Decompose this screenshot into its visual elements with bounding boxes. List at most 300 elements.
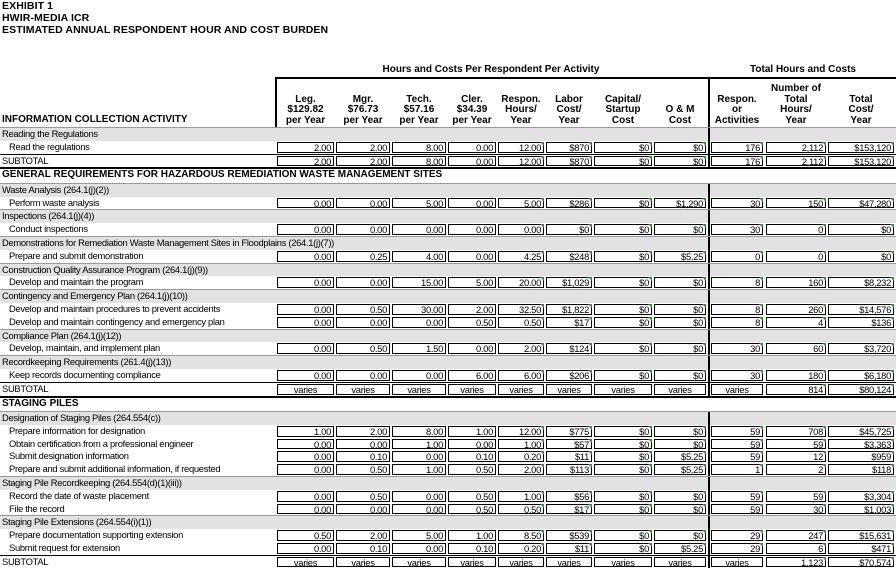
table-cell[interactable]: 0.00 [392,224,446,235]
totals-separator [708,250,710,263]
table-cell[interactable]: varies [654,384,706,395]
column-header-line: $57.16 [403,104,435,115]
row-label: SUBTOTAL [2,555,49,567]
table-row [0,490,896,503]
table-cell[interactable]: 8.00 [392,142,446,153]
table-cell[interactable]: $0 [654,530,706,541]
table-cell[interactable]: 0.10 [336,543,390,554]
table-cell[interactable]: 2,112 [766,156,826,167]
table-cell[interactable]: 0.50 [448,317,496,328]
table-cell[interactable]: varies [498,384,544,395]
column-header-line: Tech. [406,93,432,105]
table-row [0,197,896,210]
table-cell[interactable]: 1.00 [448,530,496,541]
totals-separator [708,330,710,343]
table-cell[interactable]: $539 [546,530,592,541]
table-cell[interactable]: $471 [828,543,894,554]
table-cell[interactable]: 59 [711,426,763,437]
table-cell[interactable]: 6.00 [448,370,496,381]
table-cell[interactable]: 708 [766,426,826,437]
table-cell[interactable]: $1,029 [546,277,592,288]
table-cell[interactable]: varies [336,384,390,395]
table-cell[interactable]: $0 [654,142,706,153]
table-cell[interactable]: 6.00 [498,370,544,381]
table-cell[interactable]: 0.25 [336,251,390,262]
column-header [546,95,592,127]
table-cell[interactable]: 5.00 [392,198,446,209]
table-cell[interactable]: 0.00 [448,251,496,262]
table-cell[interactable]: 4.00 [392,251,446,262]
table-cell[interactable]: $153,120 [828,142,894,153]
table-cell[interactable]: $47,280 [828,198,894,209]
table-cell[interactable]: 1.00 [277,426,334,437]
table-cell[interactable]: 0.00 [277,251,334,262]
table-cell[interactable]: 2.00 [277,142,334,153]
table-cell[interactable]: varies [654,557,706,568]
table-cell[interactable]: 30 [711,343,763,354]
table-cell[interactable]: 5.00 [392,530,446,541]
table-cell[interactable]: $286 [546,198,592,209]
table-cell[interactable]: 180 [766,370,826,381]
table-cell[interactable]: $124 [546,343,592,354]
row-label: Submit designation information [9,450,129,462]
table-cell[interactable]: $0 [594,504,652,515]
totals-separator [708,342,710,355]
column-header-line: or [732,104,742,115]
table-cell[interactable]: 0.00 [277,543,334,554]
table-cell[interactable]: 0.50 [336,464,390,475]
table-cell[interactable]: varies [546,557,592,568]
table-cell[interactable]: 0.00 [277,304,334,315]
table-cell[interactable]: 150 [766,198,826,209]
table-cell[interactable]: $0 [594,491,652,502]
table-cell[interactable]: 8 [711,304,763,315]
icr-title: HWIR-MEDIA ICR [2,12,90,24]
table-cell[interactable]: 0.00 [277,224,334,235]
table-cell[interactable]: 0.00 [277,198,334,209]
table-cell[interactable]: $0 [594,343,652,354]
table-cell[interactable]: varies [498,557,544,568]
table-cell[interactable]: $80,124 [828,384,894,395]
table-cell[interactable]: 59 [711,451,763,462]
table-cell[interactable]: 0.00 [336,277,390,288]
table-cell[interactable]: 0.00 [392,491,446,502]
table-cell[interactable]: 1.50 [392,343,446,354]
major-section-row [0,167,896,182]
table-cell[interactable]: 814 [766,384,826,395]
table-cell[interactable]: 30 [711,370,763,381]
table-cell[interactable]: 0.00 [277,343,334,354]
table-cell[interactable]: 8.50 [498,530,544,541]
table-cell[interactable]: $0 [594,426,652,437]
section-row [0,329,896,343]
table-cell[interactable]: 59 [711,491,763,502]
table-cell[interactable]: 15.00 [392,277,446,288]
table-cell[interactable]: $57 [546,439,592,450]
section-row [0,183,896,197]
table-cell[interactable]: $70,574 [828,557,894,568]
table-cell[interactable]: $3,720 [828,343,894,354]
table-cell[interactable]: 0.50 [448,491,496,502]
table-cell[interactable]: $56 [546,491,592,502]
table-cell[interactable]: 2.00 [336,156,390,167]
table-cell[interactable]: 2.00 [498,343,544,354]
table-cell[interactable]: 6 [766,543,826,554]
table-cell[interactable]: 59 [711,504,763,515]
table-cell[interactable]: 0.00 [448,198,496,209]
row-label: Prepare and submit additional information, if requested [9,463,221,475]
totals-separator [708,316,710,329]
table-cell[interactable]: 260 [766,304,826,315]
table-cell[interactable]: 12 [766,451,826,462]
table-cell[interactable]: 0.00 [336,198,390,209]
table-cell[interactable]: 8.00 [392,156,446,167]
table-cell[interactable]: 0.00 [277,277,334,288]
table-cell[interactable]: 2.00 [498,464,544,475]
column-header-line: Hours/ [780,104,812,115]
table-cell[interactable]: varies [546,384,592,395]
table-cell[interactable]: $0 [828,224,894,235]
table-cell[interactable]: $0 [594,304,652,315]
table-cell[interactable]: 1,123 [766,557,826,568]
column-header-line: Cost/ [848,104,874,115]
column-header-line: $34.39 [456,104,488,115]
table-cell[interactable]: 8.00 [392,426,446,437]
table-cell[interactable]: 0.00 [336,224,390,235]
table-cell[interactable]: $0 [654,426,706,437]
table-cell[interactable]: 0.00 [448,343,496,354]
table-cell[interactable]: $17 [546,504,592,515]
table-cell[interactable]: varies [336,557,390,568]
totals-separator [708,210,710,223]
table-cell[interactable]: $5.25 [654,251,706,262]
table-cell[interactable]: $1,822 [546,304,592,315]
table-cell[interactable]: $3,363 [828,439,894,450]
table-cell[interactable]: 0.50 [498,317,544,328]
table-cell[interactable]: $870 [546,142,592,153]
table-cell[interactable]: varies [448,384,496,395]
table-cell[interactable]: $11 [546,451,592,462]
table-cell[interactable]: $0 [654,439,706,450]
column-header [498,95,544,127]
table-cell[interactable]: $5.25 [654,464,706,475]
table-cell[interactable]: $5.25 [654,451,706,462]
table-cell[interactable]: $14,576 [828,304,894,315]
table-row [0,223,896,236]
table-cell[interactable]: $0 [594,530,652,541]
section-row [0,209,896,223]
table-cell[interactable]: 0.00 [498,224,544,235]
table-cell[interactable]: 0.00 [448,439,496,450]
table-cell[interactable]: 0.50 [498,504,544,515]
table-cell[interactable]: $0 [594,543,652,554]
table-cell[interactable]: 8 [711,277,763,288]
table-cell[interactable]: 59 [766,439,826,450]
table-cell[interactable]: 0.00 [277,504,334,515]
column-header-line: Mgr. [352,93,374,105]
table-cell[interactable]: $0 [594,277,652,288]
table-cell[interactable]: $45,725 [828,426,894,437]
table-cell[interactable]: 2.00 [336,142,390,153]
table-cell[interactable]: 0.50 [277,530,334,541]
column-header [448,95,496,127]
table-cell[interactable]: $0 [594,439,652,450]
table-cell[interactable]: 2,112 [766,142,826,153]
column-header-line: Year [785,114,807,126]
table-cell[interactable]: 0.50 [336,304,390,315]
table-cell[interactable]: 1.00 [498,439,544,450]
column-header-line: $76.73 [347,104,379,115]
table-cell[interactable]: $0 [654,156,706,167]
row-label: Staging Pile Extensions (264.554(i)(1)) [2,516,152,528]
table-cell[interactable]: $113 [546,464,592,475]
row-label: SUBTOTAL [2,382,49,394]
table-cell[interactable]: $136 [828,317,894,328]
row-label: STAGING PILES [2,397,79,409]
table-cell[interactable]: $6,180 [828,370,894,381]
table-cell[interactable]: 5.00 [498,198,544,209]
table-cell[interactable]: varies [392,384,446,395]
section-row [0,236,896,250]
table-cell[interactable]: 59 [711,439,763,450]
table-cell[interactable]: $0 [654,224,706,235]
table-cell[interactable]: 0.00 [277,370,334,381]
table-cell[interactable]: $0 [654,304,706,315]
table-cell[interactable]: $0 [654,277,706,288]
table-cell[interactable]: 0.00 [448,156,496,167]
table-cell[interactable]: 12.00 [498,142,544,153]
table-cell[interactable]: 32.50 [498,304,544,315]
table-cell[interactable]: 0.50 [448,504,496,515]
row-label: Reading the Regulations [2,128,98,139]
row-label: Prepare information for designation [9,424,145,436]
table-cell[interactable]: varies [594,557,652,568]
table-cell[interactable]: 59 [766,491,826,502]
table-cell[interactable]: 0.20 [498,543,544,554]
table-row [0,276,896,289]
table-cell[interactable]: $0 [594,156,652,167]
table-cell[interactable]: 0.50 [336,343,390,354]
totals-separator [708,542,710,555]
row-label: Demonstrations for Remediation Waste Management Sites in Floodplains (264.1(j)(7)) [2,236,334,248]
table-cell[interactable]: $959 [828,451,894,462]
table-cell[interactable]: 0.00 [277,317,334,328]
table-cell[interactable]: $0 [654,491,706,502]
table-cell[interactable]: 1.00 [448,426,496,437]
column-header-line: per Year [399,114,439,126]
section-row [0,476,896,490]
table-cell[interactable]: varies [277,557,334,568]
table-cell[interactable]: 1.00 [392,439,446,450]
table-cell[interactable]: varies [711,557,763,568]
table-cell[interactable]: 2.00 [336,426,390,437]
table-cell[interactable]: 29 [711,543,763,554]
row-label: Staging Pile Recordkeeping (264.554(d)(1)(iii)) [2,476,182,488]
table-cell[interactable]: 0.00 [277,451,334,462]
row-label: Prepare documentation supporting extension [9,529,183,541]
row-label: Develop and maintain contingency and emergency plan [9,315,225,327]
column-header [828,95,894,127]
table-cell[interactable]: 1.00 [392,464,446,475]
table-cell[interactable]: $248 [546,251,592,262]
table-cell[interactable]: $0 [594,451,652,462]
row-label: Prepare and submit demonstration [9,249,144,261]
table-cell[interactable]: $1,003 [828,504,894,515]
table-row [0,503,896,516]
table-cell[interactable]: $0 [594,198,652,209]
table-cell[interactable]: 0.00 [448,142,496,153]
table-cell[interactable]: $17 [546,317,592,328]
table-cell[interactable]: 12.00 [498,426,544,437]
table-cell[interactable]: 12.00 [498,156,544,167]
table-cell[interactable]: 0.00 [392,543,446,554]
table-cell[interactable]: 1.00 [498,491,544,502]
table-cell[interactable]: $153,120 [828,156,894,167]
table-cell[interactable]: $0 [654,317,706,328]
table-cell[interactable]: 0.00 [336,317,390,328]
table-cell[interactable]: 0.10 [448,451,496,462]
table-cell[interactable]: $1,290 [654,198,706,209]
column-header [766,84,826,126]
table-cell[interactable]: 30 [766,504,826,515]
column-header-line: Cost [611,114,635,126]
table-row [0,316,896,329]
section-row [0,411,896,425]
column-header-line: Year [850,114,872,126]
table-cell[interactable]: 30 [711,198,763,209]
table-cell[interactable]: 0.20 [498,451,544,462]
table-cell[interactable]: 0.00 [392,504,446,515]
table-cell[interactable]: 0.00 [277,491,334,502]
table-cell[interactable]: $0 [594,142,652,153]
table-cell[interactable]: 20.00 [498,277,544,288]
table-cell[interactable]: 0.00 [336,504,390,515]
table-cell[interactable]: 1 [711,464,763,475]
totals-separator [708,529,710,542]
totals-separator [708,490,710,503]
table-cell[interactable]: 8 [711,317,763,328]
table-cell[interactable]: 2.00 [277,156,334,167]
table-cell[interactable]: 247 [766,530,826,541]
table-cell[interactable]: varies [277,384,334,395]
row-label: File the record [9,502,65,514]
section-row [0,127,896,141]
table-cell[interactable]: 29 [711,530,763,541]
column-header-line: per Year [452,114,492,126]
table-cell[interactable]: 2.00 [448,304,496,315]
table-cell[interactable]: 160 [766,277,826,288]
table-cell[interactable]: 0.00 [277,464,334,475]
table-cell[interactable]: 0.00 [392,370,446,381]
column-header-line: Cost [668,114,692,126]
table-cell[interactable]: $0 [654,504,706,515]
table-cell[interactable]: 30 [711,224,763,235]
table-cell[interactable]: 0.50 [448,464,496,475]
table-cell[interactable]: 176 [711,142,763,153]
table-cell[interactable]: 2 [766,464,826,475]
table-cell[interactable]: $0 [594,251,652,262]
table-cell[interactable]: 0.00 [392,317,446,328]
table-cell[interactable]: 30.00 [392,304,446,315]
table-cell[interactable]: $775 [546,426,592,437]
table-cell[interactable]: $0 [594,464,652,475]
table-cell[interactable]: 0.00 [448,224,496,235]
group-per-respondent: Hours and Costs Per Respondent Per Activity [382,64,600,75]
column-header-line: $129.82 [287,104,324,115]
table-row [0,450,896,463]
table-cell[interactable]: $0 [546,224,592,235]
table-cell[interactable]: $8,232 [828,277,894,288]
section-row [0,289,896,303]
table-cell[interactable]: varies [392,557,446,568]
burden-title: ESTIMATED ANNUAL RESPONDENT HOUR AND COST BURDEN [2,24,329,36]
table-cell[interactable]: $15,631 [828,530,894,541]
table-cell[interactable]: $0 [594,317,652,328]
table-cell[interactable]: 176 [711,156,763,167]
table-cell[interactable]: 4.25 [498,251,544,262]
column-header [277,95,334,127]
table-cell[interactable]: $118 [828,464,894,475]
totals-separator [708,128,710,141]
table-cell[interactable]: $0 [654,343,706,354]
table-cell[interactable]: $0 [594,224,652,235]
table-cell[interactable]: $0 [828,251,894,262]
table-cell[interactable]: $0 [594,370,652,381]
column-header-line: Cost/ [556,104,582,115]
row-label: Construction Quality Assurance Program (264.1(j)(9)) [2,263,208,275]
column-header [392,95,446,127]
row-label: Contingency and Emergency Plan (264.1(j)(10)) [2,290,188,302]
burden-table [0,127,896,568]
table-cell[interactable]: $870 [546,156,592,167]
table-cell[interactable]: 2.00 [336,530,390,541]
section-row [0,515,896,529]
table-cell[interactable]: 0.00 [277,439,334,450]
table-cell[interactable]: $11 [546,543,592,554]
row-label: Conduct inspections [9,223,88,235]
table-cell[interactable]: varies [448,557,496,568]
table-cell[interactable]: 0.50 [336,491,390,502]
table-cell[interactable]: 0.10 [448,543,496,554]
table-cell[interactable]: varies [711,384,763,395]
table-cell[interactable]: 60 [766,343,826,354]
table-cell[interactable]: 0 [766,224,826,235]
table-cell[interactable]: 0.00 [336,370,390,381]
table-cell[interactable]: $206 [546,370,592,381]
table-cell[interactable]: 5.00 [448,277,496,288]
table-cell[interactable]: 0.10 [336,451,390,462]
totals-separator [708,184,710,197]
section-row [0,355,896,369]
subtotal-row [0,154,896,168]
totals-separator [708,155,710,168]
table-cell[interactable]: $5.25 [654,543,706,554]
column-header [711,95,763,127]
table-cell[interactable]: $0 [654,370,706,381]
totals-separator [708,197,710,210]
totals-separator [708,516,710,529]
column-header-line: Capital/ [604,93,642,105]
table-cell[interactable]: varies [594,384,652,395]
table-cell[interactable]: 0 [711,251,763,262]
table-cell[interactable]: 4 [766,317,826,328]
row-label: Develop and maintain procedures to prevent accidents [9,302,221,314]
table-cell[interactable]: 0 [766,251,826,262]
column-header-line: Startup [605,104,641,115]
table-cell[interactable]: 0.00 [392,451,446,462]
table-cell[interactable]: $3,304 [828,491,894,502]
table-cell[interactable]: 0.00 [336,439,390,450]
